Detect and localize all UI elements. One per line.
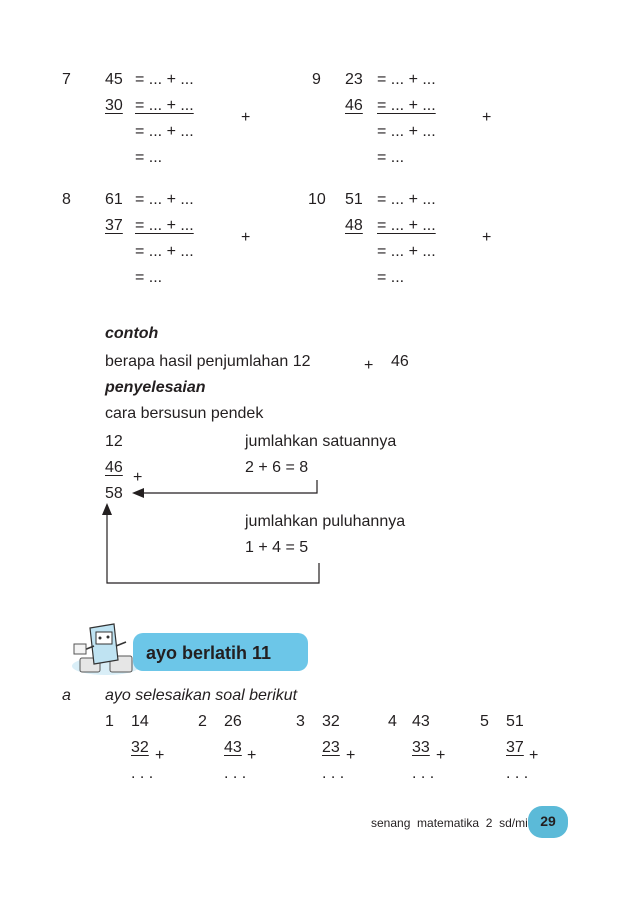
item-number: 2 [198, 713, 207, 730]
item-operand-b: 32 [131, 739, 149, 756]
example-title: contoh [105, 325, 159, 342]
plus-sign: + [482, 109, 492, 126]
addend-1: 12 [105, 433, 123, 450]
item-answer: . . . [131, 765, 154, 782]
plus-sign: + [133, 469, 143, 486]
item-operand-b: 33 [412, 739, 430, 756]
equation-row: = ... [135, 149, 163, 166]
equation-row: = ... + ... [135, 71, 194, 88]
operand-a: 61 [105, 191, 123, 208]
equation-row: = ... + ... [377, 191, 436, 208]
item-number: 5 [480, 713, 489, 730]
banner-title: ayo berlatih 11 [146, 643, 272, 663]
equation-row: = ... + ... [135, 123, 194, 140]
equation-row: = ... + ... [377, 71, 436, 88]
operand-b: 30 [105, 97, 123, 114]
plus-sign: + [529, 747, 539, 764]
step1-label: jumlahkan satuannya [245, 433, 397, 450]
equation-row: = ... + ... [135, 243, 194, 260]
operand-a: 51 [345, 191, 363, 208]
solution-title: penyelesaian [105, 379, 206, 396]
item-number: 1 [105, 713, 114, 730]
step2-label: jumlahkan puluhannya [245, 513, 406, 530]
operand-a: 45 [105, 71, 123, 88]
equation-row: = ... + ... [377, 217, 436, 234]
plus-sign: + [436, 747, 446, 764]
mascot-icon [66, 620, 142, 678]
equation-row: = ... + ... [135, 97, 194, 114]
addend-2: 46 [105, 459, 123, 476]
units-arrow-head [132, 488, 144, 498]
equation-row: = ... [135, 269, 163, 286]
item-operand-b: 43 [224, 739, 242, 756]
example-question-number: 46 [391, 353, 409, 370]
item-answer: . . . [322, 765, 345, 782]
plus-sign: + [482, 229, 492, 246]
equation-row: = ... + ... [135, 217, 194, 234]
problem-number: 7 [62, 71, 71, 88]
item-operand-a: 32 [322, 713, 340, 730]
item-operand-b: 23 [322, 739, 340, 756]
item-operand-a: 51 [506, 713, 524, 730]
item-operand-a: 14 [131, 713, 149, 730]
operand-b: 48 [345, 217, 363, 234]
item-number: 4 [388, 713, 397, 730]
sum-result: 58 [105, 485, 123, 502]
item-number: 3 [296, 713, 305, 730]
plus-sign: + [155, 747, 165, 764]
operand-b: 46 [345, 97, 363, 114]
page-number: 29 [540, 813, 556, 829]
tens-arrow-head [102, 503, 112, 515]
problem-number: 10 [308, 191, 326, 208]
equation-row: = ... [377, 269, 405, 286]
operand-b: 37 [105, 217, 123, 234]
problem-number: 9 [312, 71, 321, 88]
plus-sign: + [247, 747, 257, 764]
item-operand-a: 43 [412, 713, 430, 730]
operand-a: 23 [345, 71, 363, 88]
item-operand-a: 26 [224, 713, 242, 730]
book-title: senang matematika 2 sd/mi [371, 816, 528, 830]
step2-equation: 1 + 4 = 5 [245, 539, 309, 556]
units-arrow-line [142, 480, 317, 493]
equation-row: = ... [377, 149, 405, 166]
equation-row: = ... + ... [135, 191, 194, 208]
exercise-instruction: ayo selesaikan soal berikut [105, 687, 298, 704]
method-label: cara bersusun pendek [105, 405, 264, 422]
plus-sign: + [364, 357, 374, 374]
exercise-letter: a [62, 687, 71, 704]
item-operand-b: 37 [506, 739, 524, 756]
step1-equation: 2 + 6 = 8 [245, 459, 309, 476]
tens-arrow-line [107, 512, 319, 583]
problem-number: 8 [62, 191, 71, 208]
equation-row: = ... + ... [377, 123, 436, 140]
plus-sign: + [241, 109, 251, 126]
item-answer: . . . [412, 765, 435, 782]
equation-row: = ... + ... [377, 243, 436, 260]
item-answer: . . . [224, 765, 247, 782]
plus-sign: + [346, 747, 356, 764]
equation-row: = ... + ... [377, 97, 436, 114]
plus-sign: + [241, 229, 251, 246]
item-answer: . . . [506, 765, 529, 782]
example-question: berapa hasil penjumlahan 12 [105, 353, 311, 370]
